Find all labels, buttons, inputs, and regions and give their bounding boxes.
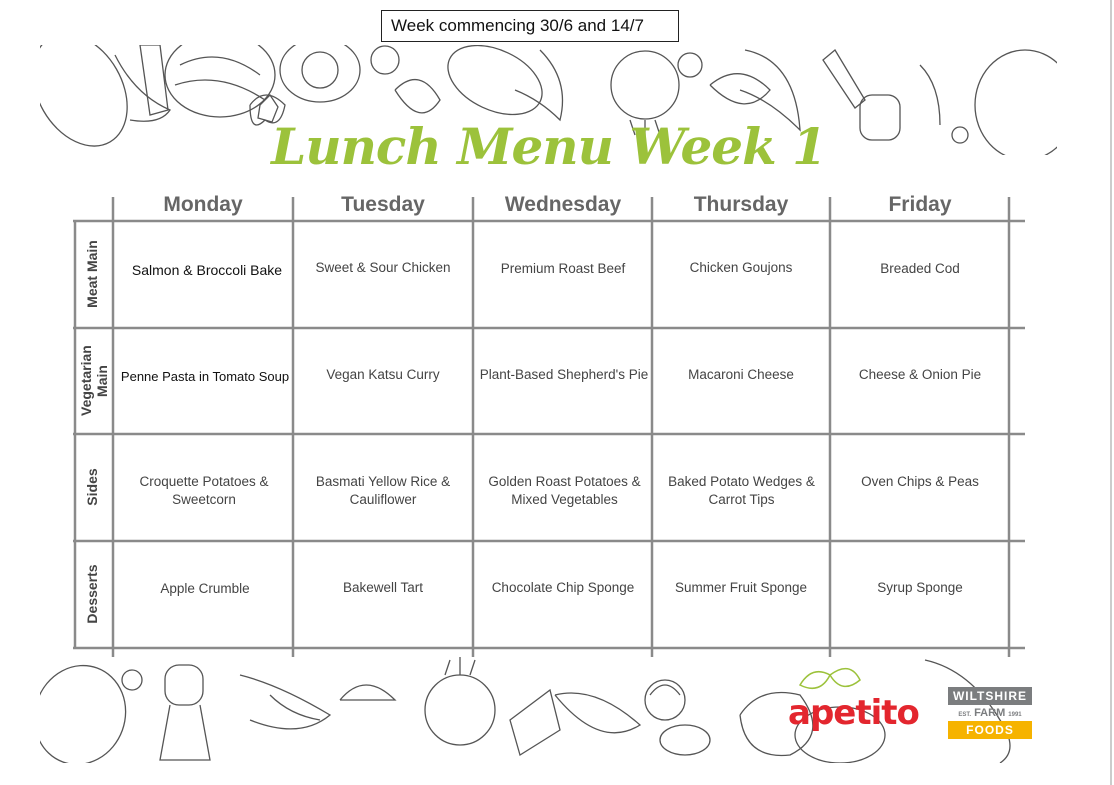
menu-cell-desserts-friday: Syrup Sponge xyxy=(877,580,963,595)
menu-page xyxy=(40,45,1057,763)
menu-cell-sides-thursday: Baked Potato Wedges & Carrot Tips xyxy=(668,474,815,507)
menu-cell-meat-main-tuesday: Sweet & Sour Chicken xyxy=(315,260,451,275)
wiltshire-logo-line2 xyxy=(948,705,1032,721)
apetito-logo: apetito xyxy=(788,693,919,733)
day-header-friday: Friday xyxy=(888,193,952,216)
wiltshire-farm-foods-logo xyxy=(948,687,1032,739)
menu-cell-meat-main-friday: Breaded Cod xyxy=(880,261,960,276)
row-label-vegetarian-main xyxy=(76,328,112,434)
wiltshire-logo-est: EST. xyxy=(958,712,971,718)
menu-cell-veg-main-friday: Cheese & Onion Pie xyxy=(858,367,982,382)
menu-cell-meat-main-monday: Salmon & Broccoli Bake xyxy=(131,262,283,278)
week-commencing-label: Week commencing 30/6 and 14/7 xyxy=(381,10,679,42)
menu-cell-meat-main-wednesday: Premium Roast Beef xyxy=(500,261,626,276)
menu-cell-veg-main-wednesday: Plant-Based Shepherd's Pie xyxy=(479,367,649,382)
page-edge-divider xyxy=(1110,0,1112,785)
row-label-desserts: Desserts xyxy=(84,564,100,624)
wiltshire-logo-line3: FOODS xyxy=(948,721,1032,739)
menu-cell-desserts-wednesday: Chocolate Chip Sponge xyxy=(491,580,635,595)
menu-cell-sides-wednesday: Golden Roast Potatoes & Mixed Vegetables xyxy=(488,474,641,507)
row-label-vegetarian-main-text: Vegetarian Main xyxy=(78,345,110,416)
menu-cell-sides-tuesday: Basmati Yellow Rice & Cauliflower xyxy=(315,474,451,507)
menu-cell-veg-main-monday: Penne Pasta in Tomato Soup xyxy=(120,369,290,384)
menu-cell-desserts-tuesday: Bakewell Tart xyxy=(342,580,424,595)
wiltshire-logo-line1: WILTSHIRE xyxy=(948,687,1032,705)
menu-title: Lunch Menu Week 1 xyxy=(271,117,826,176)
wiltshire-logo-year: 1991 xyxy=(1008,712,1022,718)
menu-cell-veg-main-thursday: Macaroni Cheese xyxy=(688,367,794,382)
day-header-monday: Monday xyxy=(163,193,243,216)
day-header-thursday: Thursday xyxy=(693,193,789,216)
day-header-tuesday: Tuesday xyxy=(341,193,425,216)
menu-cell-sides-monday: Croquette Potatoes & Sweetcorn xyxy=(139,474,269,507)
menu-cell-meat-main-thursday: Chicken Goujons xyxy=(689,260,793,275)
menu-cell-desserts-monday: Apple Crumble xyxy=(160,581,250,596)
menu-cell-veg-main-tuesday: Vegan Katsu Curry xyxy=(326,367,440,382)
row-label-sides: Sides xyxy=(84,468,100,506)
wiltshire-logo-farm: FARM xyxy=(974,707,1006,719)
menu-cell-sides-friday: Oven Chips & Peas xyxy=(861,474,979,489)
day-header-wednesday: Wednesday xyxy=(504,193,622,216)
row-label-meat-main: Meat Main xyxy=(84,240,100,308)
menu-cell-desserts-thursday: Summer Fruit Sponge xyxy=(674,580,808,595)
